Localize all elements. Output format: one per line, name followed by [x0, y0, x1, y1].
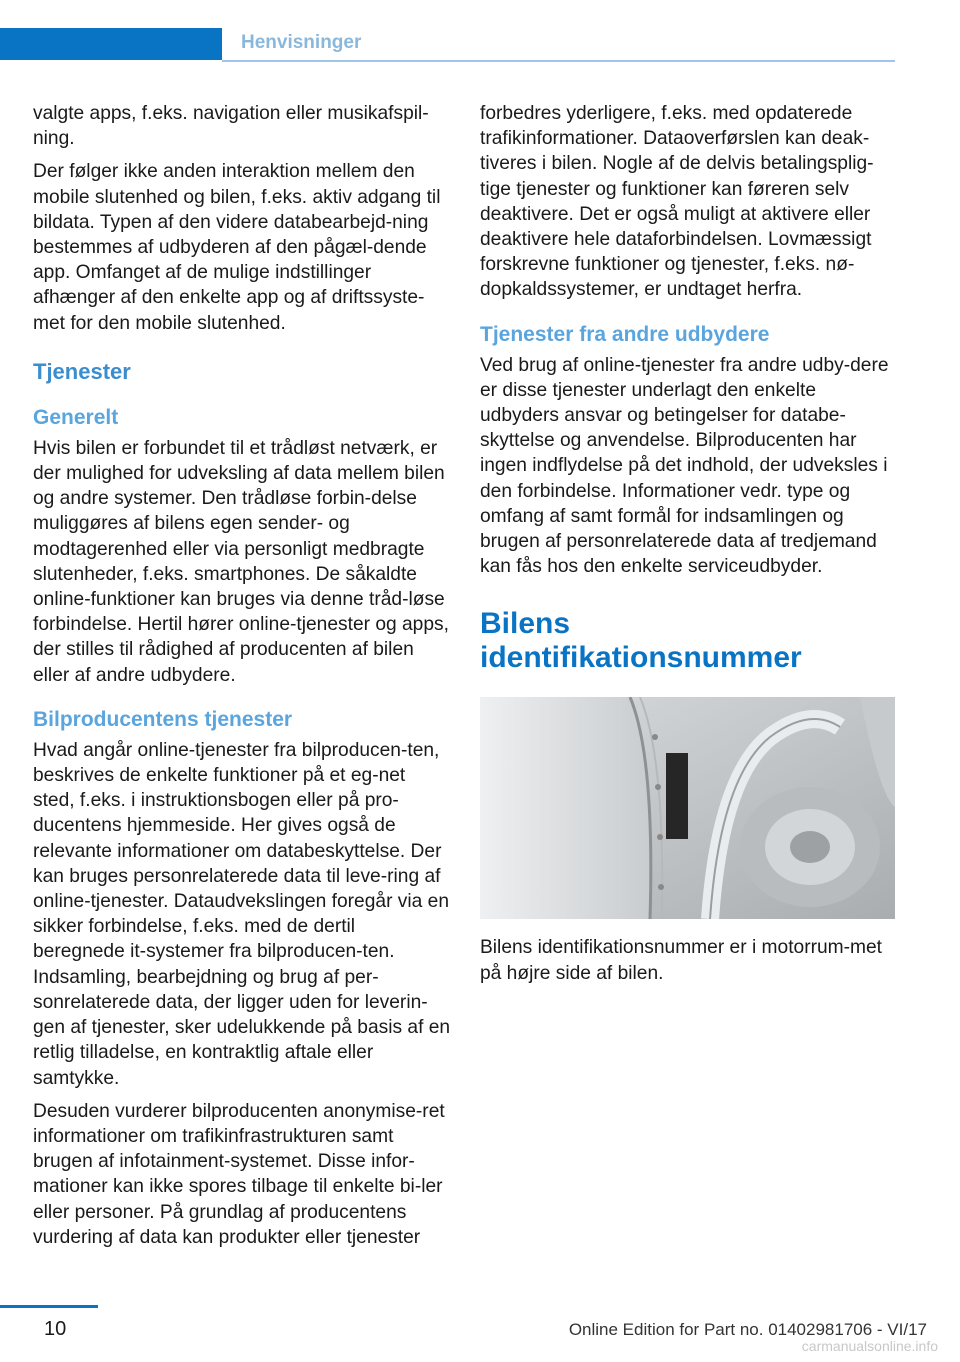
header-accent-bar — [0, 28, 222, 60]
paragraph: Hvad angår online-tjenester fra bilproducen-ten, beskrives de enkelte funktioner på et eg-net sted, f.eks. i instruktionsbogen eller på pro-ducentens hjemmeside. Her gives også de relevante informationer om databeskyttelse. Der kan bruges personrelaterede data til leve-ring af online-tjenester. Dataudvekslingen foregår via en sikker forbindelse, f.eks. med de dertil beregnede it-systemer fra bilproducen-ten. Indsamling, bearbejdning og brug af per-sonrelaterede data, der ligger uden for leverin-gen af tjenester, sker udelukkende på basis af en retlig tilladelse, en kontraktlig aftale eller samtykke. — [33, 739, 451, 1089]
header-rule — [222, 60, 895, 62]
edition-note: Online Edition for Part no. 01402981706 - VI/17 — [568, 1320, 927, 1339]
engine-bay-vin-photo — [480, 697, 895, 919]
section-title: Henvisninger — [241, 32, 362, 53]
right-column — [480, 101, 898, 994]
paragraph: Hvis bilen er forbundet til et trådløst netværk, er der mulighed for udveksling af data mellem bilen og andre systemer. Den trådløse forbin-delse muliggøres af bilens egen sender- og modtagerenhed eller via personligt medbragte slutenheder, f.eks. smartphones. De såkaldte online-funktioner kan bruges via denne tråd-løse forbindelse. Hertil hører online-tjenester og apps, der stilles til rådighed af producenten af bilen eller af andre udbydere. — [33, 437, 449, 686]
heading-generelt: Generelt — [33, 405, 119, 429]
heading-bilens-identifikationsnummer — [480, 607, 898, 675]
paragraph: valgte apps, f.eks. navigation eller musikafspil-ning. — [33, 103, 429, 150]
paragraph: forbedres yderligere, f.eks. med opdaterede trafikinformationer. Dataoverførslen kan deak-tiveres i bilen. Nogle af de delvis betalingsplig-tige tjenester og funktioner kan føreren selv deaktivere. Det er også muligt at aktivere eller deaktivere hele dataforbindelsen. Lovmæssigt forskrevne funktioner og tjenester, f.eks. nø-dopkaldssystemer, er undtaget herfra. — [480, 103, 874, 301]
image-caption: Bilens identifikationsnummer er i motorrum-met på højre side af bilen. — [480, 937, 883, 984]
paragraph: Der følger ikke anden interaktion mellem den mobile slutenhed og bilen, f.eks. aktiv adgang til bildata. Typen af den videre databearbejd-ning bestemmes af udbyderen af den pågæl-dende app. Omfanget af de mulige indstillinger afhænger af den enkelte app og af driftssyste-met for den mobile slutenhed. — [33, 161, 441, 334]
heading-tjenester-andre-udbydere: Tjenester fra andre udbydere — [480, 322, 770, 346]
paragraph: Ved brug af online-tjenester fra andre udby-dere er disse tjenester underlagt den enkelte udbyders ansvar og betingelser for databe-skyttelse og anvendelse. Bilproducenten har ingen indflydelse på det indhold, der udveksles i den forbindelse. Informationer vedr. type og omfang af samt formål for indsamlingen og brugen af personrelaterede data af tredjemand kan fås hos den enkelte serviceudbyder. — [480, 354, 889, 578]
footer-accent-line — [0, 1305, 98, 1308]
page-number: 10 — [44, 1318, 67, 1340]
paragraph: Desuden vurderer bilproducenten anonymise-ret informationer om trafikinfrastrukturen samt brugen af infotainment-systemet. Disse infor-mationer kan ikke spores tilbage til enkelte bi-ler eller personer. På grundlag af producentens vurdering af data kan produkter eller tjenester — [33, 1100, 445, 1248]
heading-bilproducentens-tjenester: Bilproducentens tjenester — [33, 707, 293, 731]
heading-line-2: identifikationsnummer — [480, 641, 802, 675]
heading-tjenester: Tjenester — [33, 358, 131, 384]
heading-line-1: Bilens — [480, 607, 571, 641]
left-column — [33, 101, 451, 1258]
watermark: carmanualsonline.info — [801, 1338, 938, 1354]
